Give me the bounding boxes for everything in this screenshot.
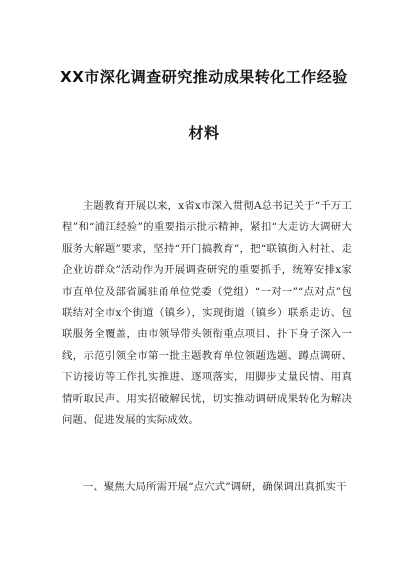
- document-title: XX市深化调查研究推动成果转化工作经验: [60, 68, 348, 86]
- body-paragraph: 主题教育开展以来，x省x市深入贯彻A总书记关于“千万工程”和“浦江经验”的重要指示批示精神，紧扣“大走访大调研大服务大解题”要求，坚持“开门搞教育”，把“联镇街入村社、走企业访群众”活动作为开展调查研究的重要抓手，统筹安排x家市直单位及部省属驻甬单位党委（党组）“一对一”“点对点”包联结对全市x个街道（镇乡），实现街道（镇乡）联系走访、包联服务全覆盖，由市领导带头领衔重点项目、扑下身子深入一线，示范引领全市第一批主题教育单位领题选题、蹲点调研、下访接访等工作扎实推进、逐项落实，用脚步丈量民情、用真情听取民声、用实招破解民忧，切实推动调研成果转化为解决问题、促进发展的实际成效。: [62, 200, 352, 427]
- section-heading: 一、聚焦大局所需开展“点穴式”调研，确保调出真抓实干: [82, 481, 347, 493]
- document-title-continued: 材料: [188, 124, 220, 142]
